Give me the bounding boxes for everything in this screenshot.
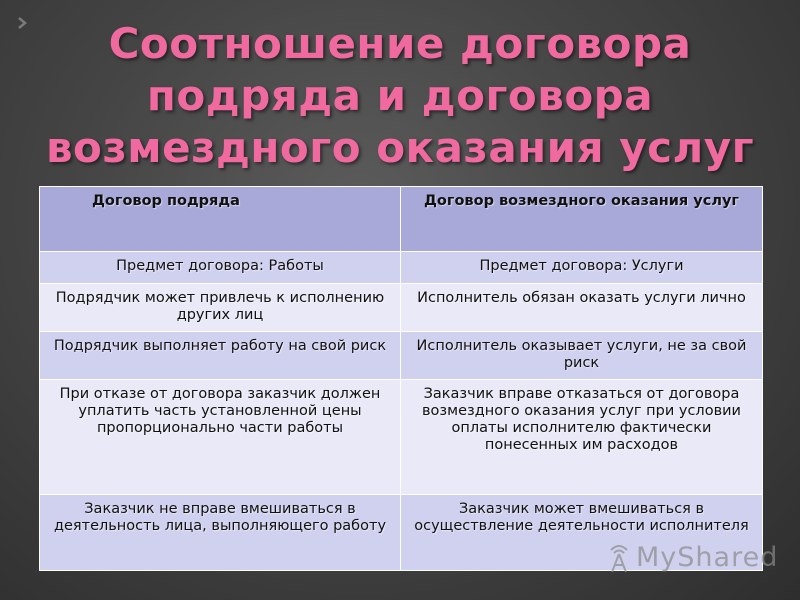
header-contract-work: Договор подряда <box>40 187 401 252</box>
table-cell: Заказчик вправе отказаться от договора возмездного оказания услуг при условии оплаты исполнителю фактически понесенных им расходов <box>401 380 763 495</box>
table-row <box>40 252 763 284</box>
table-cell: Заказчик не вправе вмешиваться в деятельность лица, выполняющего работу <box>40 495 401 571</box>
table-cell: Предмет договора: Услуги <box>401 252 763 284</box>
table-header-row <box>40 187 763 252</box>
table-cell: Предмет договора: Работы <box>40 252 401 284</box>
table-cell: Подрядчик выполняет работу на свой риск <box>40 332 401 380</box>
title-line: возмездного оказания услуг <box>45 123 755 172</box>
table-cell: При отказе от договора заказчик должен уплатить часть установленной цены пропорционально части работы <box>40 380 401 495</box>
table-row <box>40 284 763 332</box>
table-cell: Заказчик может вмешиваться в осуществление деятельности исполнителя <box>401 495 763 571</box>
watermark-text: MyShared <box>636 541 779 573</box>
watermark <box>606 540 778 574</box>
title-line: Соотношение договора <box>108 19 692 68</box>
comparison-table <box>39 186 763 571</box>
table-cell: Подрядчик может привлечь к исполнению других лиц <box>40 284 401 332</box>
table-row <box>40 332 763 380</box>
header-contract-services: Договор возмездного оказания услуг <box>401 187 763 252</box>
wifi-tower-icon <box>606 540 632 574</box>
title-line: подряда и договора <box>146 71 654 120</box>
table-row <box>40 380 763 495</box>
table-cell: Исполнитель оказывает услуги, не за свой риск <box>401 332 763 380</box>
table-cell: Исполнитель обязан оказать услуги лично <box>401 284 763 332</box>
slide-title <box>0 18 800 174</box>
